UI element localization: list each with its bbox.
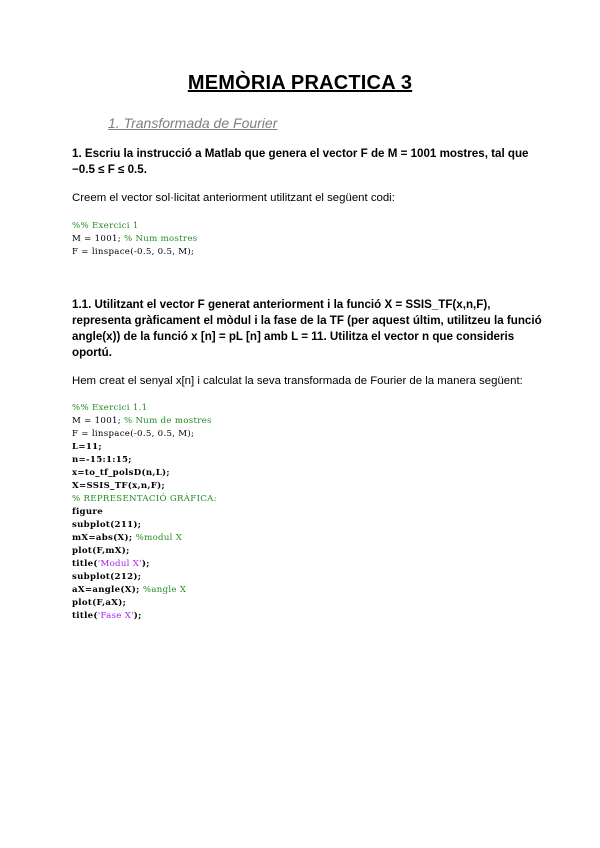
code-line [72, 220, 198, 233]
code-line [72, 545, 217, 558]
question-1-line: −0.5 ≤ F ≤ 0.5. [72, 163, 147, 176]
code-string: 'Fase X' [97, 611, 134, 621]
code-line [72, 246, 198, 259]
code-block-2 [72, 402, 217, 623]
question-1-1-line: representa gràficament el mòdul i la fase de la TF (per aquest últim, utilitzeu la funció [72, 314, 542, 327]
question-1 [72, 146, 532, 178]
question-1-1 [72, 297, 542, 361]
code-line [72, 428, 217, 441]
code-text: X=SSIS_TF(x,n,F); [72, 481, 165, 491]
code-block-1 [72, 220, 198, 259]
code-text: subplot(212); [72, 572, 142, 582]
code-line [72, 584, 217, 597]
code-line [72, 519, 217, 532]
question-1-1-line: oportú. [72, 346, 112, 359]
code-text: plot(F,aX); [72, 598, 127, 608]
code-text: subplot(211); [72, 520, 142, 530]
code-line [72, 506, 217, 519]
code-line [72, 402, 217, 415]
question-1-1-line: 1.1. Utilitzant el vector F generat anteriorment i la funció X = SSIS_TF(x,n,F), [72, 298, 491, 311]
code-line [72, 610, 217, 623]
code-text: ); [133, 611, 142, 621]
code-line [72, 597, 217, 610]
code-text: aX=angle(X); [72, 585, 143, 595]
code-line [72, 233, 198, 246]
code-text: mX=abs(X); [72, 533, 136, 543]
code-line [72, 480, 217, 493]
code-line [72, 571, 217, 584]
paragraph-2: Hem creat el senyal x[n] i calculat la seva transformada de Fourier de la manera següent: [72, 375, 523, 387]
code-text: title( [72, 611, 98, 621]
code-text: M = 1001; [72, 234, 124, 244]
code-line [72, 467, 217, 480]
code-text: L=11; [72, 442, 102, 452]
document-title: MEMÒRIA PRACTICA 3 [187, 72, 413, 94]
code-text: title( [72, 559, 98, 569]
code-line [72, 454, 217, 467]
question-1-line: 1. Escriu la instrucció a Matlab que genera el vector F de M = 1001 mostres, tal que [72, 147, 529, 160]
code-comment: %modul X [135, 533, 183, 543]
code-text: ); [141, 559, 150, 569]
paragraph-1: Creem el vector sol·licitat anteriorment utilitzant el següent codi: [72, 192, 395, 204]
question-1-1-line: angle(x)) de la funció x [n] = pL [n] amb L = 11. Utilitza el vector n que consideris [72, 330, 515, 343]
code-comment: % Num de mostres [123, 416, 212, 426]
code-text: x=to_tf_polsD(n,L); [72, 468, 170, 478]
section-heading: 1. Transformada de Fourier [108, 115, 278, 131]
code-line [72, 441, 217, 454]
code-string: 'Modul X' [97, 559, 142, 569]
code-comment: %% Exercici 1.1 [72, 403, 148, 413]
code-line [72, 558, 217, 571]
code-comment: %% Exercici 1 [72, 221, 139, 231]
code-comment: % Num mostres [123, 234, 198, 244]
code-text: n=-15:1:15; [72, 455, 132, 465]
code-comment: % REPRESENTACIÓ GRÀFICA: [72, 494, 217, 504]
code-text: F = linspace(-0.5, 0.5, M); [72, 247, 195, 257]
code-line [72, 493, 217, 506]
code-line [72, 532, 217, 545]
code-text: plot(F,mX); [72, 546, 130, 556]
code-comment: %angle X [142, 585, 187, 595]
code-line [72, 415, 217, 428]
code-text: figure [72, 507, 104, 517]
code-text: F = linspace(-0.5, 0.5, M); [72, 429, 195, 439]
code-text: M = 1001; [72, 416, 124, 426]
